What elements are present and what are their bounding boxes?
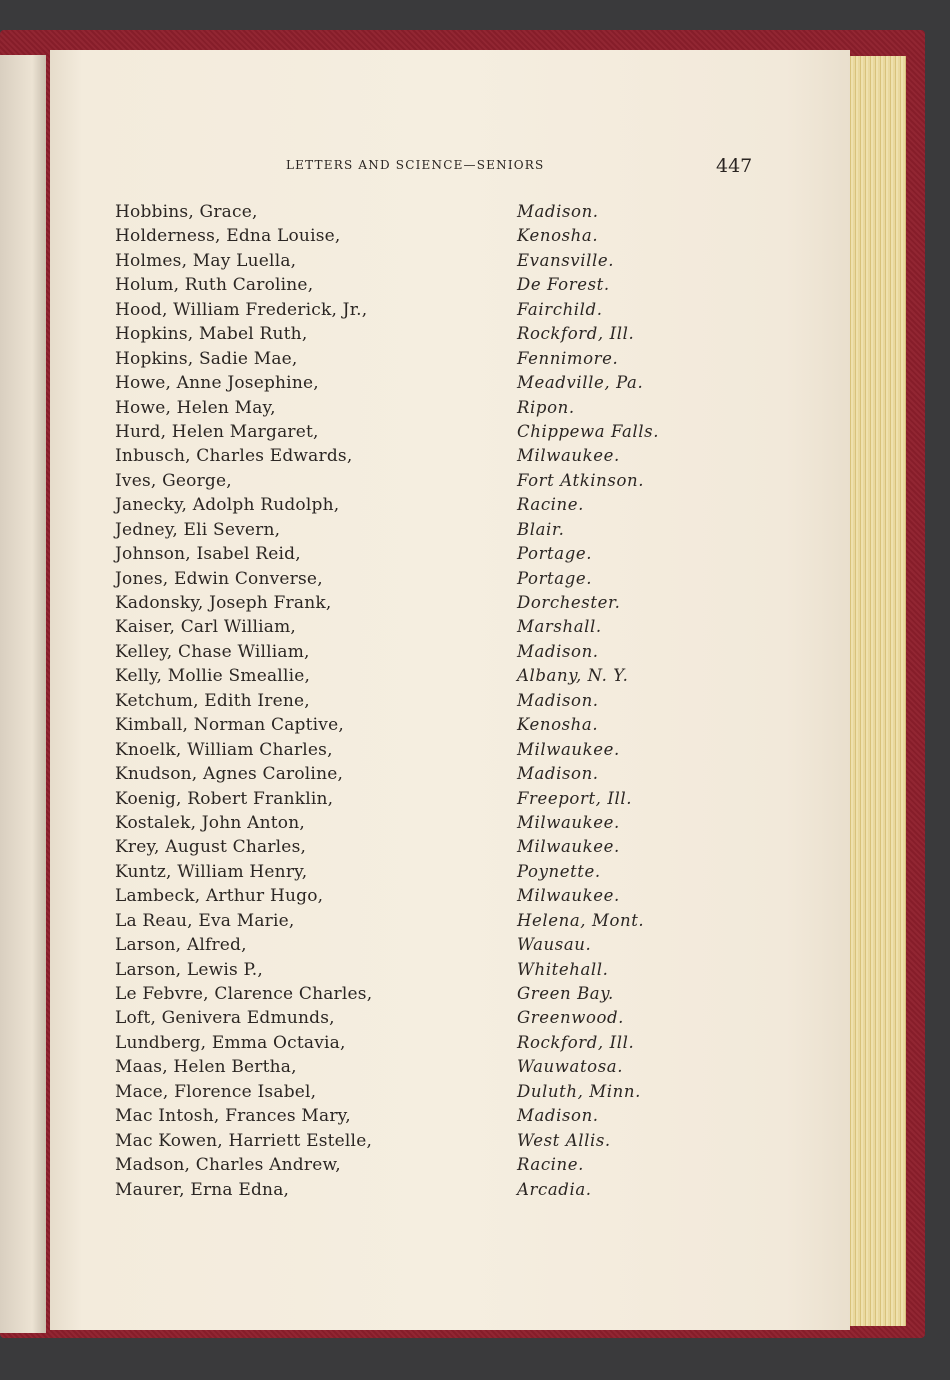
student-name: Kuntz, William Henry, bbox=[115, 861, 308, 882]
list-item bbox=[115, 1082, 715, 1106]
student-hometown: Rockford, Ill. bbox=[517, 1032, 635, 1052]
student-name: Lundberg, Emma Octavia, bbox=[115, 1032, 346, 1053]
list-item bbox=[115, 715, 715, 739]
student-hometown: Madison. bbox=[517, 764, 599, 784]
list-item bbox=[115, 324, 715, 348]
student-name: Kelly, Mollie Smeallie, bbox=[115, 666, 311, 687]
student-name: Holum, Ruth Caroline, bbox=[115, 275, 314, 296]
student-hometown: Portage. bbox=[517, 568, 593, 588]
list-item bbox=[115, 1131, 715, 1155]
student-name: Howe, Helen May, bbox=[115, 397, 276, 418]
student-hometown: Greenwood. bbox=[517, 1008, 625, 1028]
student-name: Ketchum, Edith Irene, bbox=[115, 690, 310, 711]
list-item bbox=[115, 251, 715, 275]
student-hometown: Portage. bbox=[517, 544, 593, 564]
student-hometown: De Forest. bbox=[517, 275, 610, 295]
student-hometown: Madison. bbox=[517, 202, 599, 221]
student-hometown: Albany, N. Y. bbox=[517, 666, 629, 686]
student-name: Mace, Florence Isabel, bbox=[115, 1081, 317, 1102]
list-item bbox=[115, 544, 715, 568]
student-name: Loft, Genivera Edmunds, bbox=[115, 1008, 335, 1029]
student-name: Kimball, Norman Captive, bbox=[115, 715, 344, 736]
student-name: Hobbins, Grace, bbox=[115, 202, 258, 222]
list-item bbox=[115, 202, 715, 226]
student-name: La Reau, Eva Marie, bbox=[115, 910, 295, 931]
list-item bbox=[115, 373, 715, 397]
student-hometown: Ripon. bbox=[517, 397, 575, 417]
student-hometown: Chippewa Falls. bbox=[517, 421, 660, 441]
list-item bbox=[115, 349, 715, 373]
running-header: LETTERS AND SCIENCE—SENIORS bbox=[286, 158, 545, 172]
list-item bbox=[115, 789, 715, 813]
student-hometown: Milwaukee. bbox=[517, 739, 620, 759]
student-name: Kostalek, John Anton, bbox=[115, 812, 305, 833]
list-item bbox=[115, 275, 715, 299]
list-item bbox=[115, 520, 715, 544]
student-hometown: Freeport, Ill. bbox=[517, 788, 633, 808]
student-name: Knoelk, William Charles, bbox=[115, 739, 333, 760]
student-name: Inbusch, Charles Edwards, bbox=[115, 446, 353, 467]
student-hometown: Blair. bbox=[517, 519, 565, 539]
student-hometown: Madison. bbox=[517, 1106, 599, 1126]
list-item bbox=[115, 691, 715, 715]
student-hometown: Wausau. bbox=[517, 935, 592, 955]
student-hometown: Poynette. bbox=[517, 861, 601, 881]
student-name: Mac Kowen, Harriett Estelle, bbox=[115, 1130, 373, 1151]
list-item bbox=[115, 1106, 715, 1130]
student-hometown: Rockford, Ill. bbox=[517, 324, 635, 344]
student-hometown: Duluth, Minn. bbox=[517, 1081, 641, 1101]
student-name: Hurd, Helen Margaret, bbox=[115, 421, 319, 442]
student-hometown: Fairchild. bbox=[517, 299, 603, 319]
list-item bbox=[115, 740, 715, 764]
list-item bbox=[115, 1057, 715, 1081]
student-name: Larson, Alfred, bbox=[115, 935, 247, 956]
student-name: Ives, George, bbox=[115, 470, 232, 491]
list-item bbox=[115, 617, 715, 641]
list-item bbox=[115, 960, 715, 984]
list-item bbox=[115, 642, 715, 666]
list-item bbox=[115, 1180, 715, 1204]
list-item bbox=[115, 911, 715, 935]
student-name: Janecky, Adolph Rudolph, bbox=[115, 495, 340, 516]
student-name: Holderness, Edna Louise, bbox=[115, 226, 341, 247]
list-item bbox=[115, 226, 715, 250]
list-item bbox=[115, 569, 715, 593]
student-hometown: Milwaukee. bbox=[517, 837, 620, 857]
student-hometown: Meadville, Pa. bbox=[517, 373, 644, 393]
left-page-edge bbox=[0, 55, 46, 1333]
student-hometown: Evansville. bbox=[517, 250, 615, 270]
student-name: Kelley, Chase William, bbox=[115, 641, 310, 662]
student-hometown: Kenosha. bbox=[517, 226, 599, 246]
student-hometown: Milwaukee. bbox=[517, 446, 620, 466]
student-hometown: Milwaukee. bbox=[517, 812, 620, 832]
student-hometown: Whitehall. bbox=[517, 959, 609, 979]
student-name: Mac Intosh, Frances Mary, bbox=[115, 1106, 351, 1127]
list-item bbox=[115, 495, 715, 519]
student-hometown: Madison. bbox=[517, 641, 599, 661]
list-item bbox=[115, 300, 715, 324]
student-name: Le Febvre, Clarence Charles, bbox=[115, 984, 373, 1004]
student-name: Jedney, Eli Severn, bbox=[115, 519, 281, 540]
list-item bbox=[115, 935, 715, 959]
student-name: Knudson, Agnes Caroline, bbox=[115, 764, 344, 785]
student-name: Hopkins, Mabel Ruth, bbox=[115, 324, 308, 345]
student-hometown: Wauwatosa. bbox=[517, 1057, 624, 1077]
student-name: Holmes, May Luella, bbox=[115, 250, 297, 271]
student-name: Kadonsky, Joseph Frank, bbox=[115, 593, 332, 613]
student-name: Howe, Anne Josephine, bbox=[115, 373, 319, 394]
student-hometown: Kenosha. bbox=[517, 715, 599, 735]
list-item bbox=[115, 813, 715, 837]
list-item bbox=[115, 862, 715, 886]
student-name: Jones, Edwin Converse, bbox=[115, 568, 323, 589]
student-hometown: Marshall. bbox=[517, 617, 602, 637]
list-item bbox=[115, 666, 715, 690]
student-name: Koenig, Robert Franklin, bbox=[115, 788, 334, 809]
student-name: Maurer, Erna Edna, bbox=[115, 1179, 290, 1200]
list-item bbox=[115, 446, 715, 470]
student-name: Maas, Helen Bertha, bbox=[115, 1057, 297, 1078]
list-item bbox=[115, 422, 715, 446]
student-hometown: Racine. bbox=[517, 1155, 584, 1175]
student-hometown: Fort Atkinson. bbox=[517, 470, 645, 490]
student-name: Hopkins, Sadie Mae, bbox=[115, 348, 298, 369]
student-hometown: Racine. bbox=[517, 495, 584, 515]
student-hometown: Dorchester. bbox=[517, 593, 621, 612]
student-hometown: Helena, Mont. bbox=[517, 910, 645, 930]
student-hometown: West Allis. bbox=[517, 1130, 611, 1150]
list-item bbox=[115, 837, 715, 861]
list-item bbox=[115, 764, 715, 788]
student-name: Hood, William Frederick, Jr., bbox=[115, 299, 368, 320]
page-edges bbox=[848, 56, 906, 1326]
student-hometown: Milwaukee. bbox=[517, 886, 620, 906]
student-hometown: Green Bay. bbox=[517, 984, 614, 1003]
list-item bbox=[115, 984, 715, 1008]
student-hometown: Madison. bbox=[517, 690, 599, 710]
student-hometown: Arcadia. bbox=[517, 1179, 592, 1199]
list-item bbox=[115, 471, 715, 495]
list-item bbox=[115, 886, 715, 910]
student-name: Kaiser, Carl William, bbox=[115, 617, 297, 638]
list-item bbox=[115, 1155, 715, 1179]
student-list bbox=[115, 202, 715, 1204]
student-hometown: Fennimore. bbox=[517, 348, 619, 368]
student-name: Lambeck, Arthur Hugo, bbox=[115, 886, 324, 907]
student-name: Madson, Charles Andrew, bbox=[115, 1155, 341, 1176]
student-name: Johnson, Isabel Reid, bbox=[115, 544, 301, 565]
page-number: 447 bbox=[716, 155, 753, 177]
list-item bbox=[115, 1033, 715, 1057]
student-name: Larson, Lewis P., bbox=[115, 959, 263, 980]
list-item bbox=[115, 593, 715, 617]
student-name: Krey, August Charles, bbox=[115, 837, 307, 858]
list-item bbox=[115, 1008, 715, 1032]
list-item bbox=[115, 398, 715, 422]
